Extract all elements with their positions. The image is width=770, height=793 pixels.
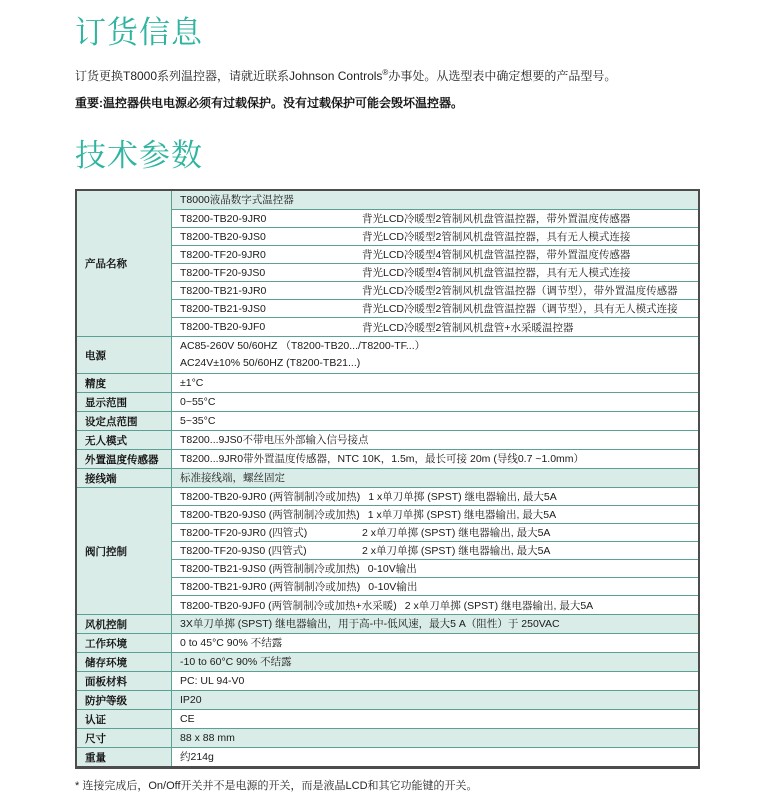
spec-value-cell: 5~35°C xyxy=(180,415,216,427)
spec-row xyxy=(172,653,698,671)
spec-label: 阀门控制 xyxy=(77,488,172,614)
spec-label: 显示范围 xyxy=(77,393,172,411)
spec-row xyxy=(172,318,698,336)
spec-label: 设定点范围 xyxy=(77,412,172,430)
spec-value-cell: CE xyxy=(180,713,195,725)
spec-desc-cell: 2 x单刀单掷 (SPST) 继电器输出, 最大5A xyxy=(362,527,551,539)
spec-row xyxy=(172,560,698,578)
spec-desc-cell: 背光LCD冷暖型2管制风机盘管温控器（调节型），带外置温度传感器 xyxy=(362,285,678,297)
spec-section xyxy=(77,450,698,469)
spec-section xyxy=(77,634,698,653)
spec-section xyxy=(77,393,698,412)
spec-desc-cell: 背光LCD冷暖型4管制风机盘管温控器，具有无人模式连接 xyxy=(362,267,631,279)
spec-row xyxy=(172,729,698,747)
spec-row xyxy=(172,246,698,264)
footnote: * 连接完成后，On/Off开关并不是电源的开关，而是液晶LCD和其它功能键的开关。 xyxy=(75,780,478,792)
spec-value-cell: 标准接线端，螺丝固定 xyxy=(180,472,285,484)
ordering-info-title: 订货信息 xyxy=(75,15,203,50)
spec-model-cell: T8200-TF20-9JS0 (四管式) xyxy=(180,545,307,557)
spec-label: 防护等级 xyxy=(77,691,172,709)
spec-model-cell: T8200-TF20-9JR0 (四管式) xyxy=(180,527,308,539)
spec-label: 产品名称 xyxy=(77,191,172,336)
spec-section xyxy=(77,431,698,450)
spec-row xyxy=(172,488,698,506)
spec-label: 电源 xyxy=(77,337,172,373)
spec-row xyxy=(172,672,698,690)
spec-row xyxy=(172,228,698,246)
spec-value-cell: 0~55°C xyxy=(180,396,216,408)
spec-desc-cell: 背光LCD冷暖型2管制风机盘管温控器，具有无人模式连接 xyxy=(362,231,631,243)
spec-row xyxy=(172,542,698,560)
spec-label: 储存环境 xyxy=(77,653,172,671)
spec-row xyxy=(172,300,698,318)
spec-section xyxy=(77,653,698,672)
spec-section xyxy=(77,374,698,393)
spec-desc-cell: 背光LCD冷暖型2管制风机盘管+水采暖温控器 xyxy=(362,321,574,334)
spec-row xyxy=(172,748,698,766)
spec-row xyxy=(172,615,698,633)
spec-model-cell: T8200-TF20-9JS0 xyxy=(180,266,266,279)
spec-model-cell: T8200-TB20-9JR0 (两管制制冷或加热) xyxy=(180,491,361,503)
important-note: 重要:温控器供电电源必须有过载保护。没有过载保护可能会毁坏温控器。 xyxy=(75,96,463,110)
spec-desc-cell: 0-10V输出 xyxy=(368,581,418,593)
spec-section xyxy=(77,191,698,337)
spec-section xyxy=(77,337,698,374)
spec-desc-cell: 背光LCD冷暖型4管制风机盘管温控器，带外置温度传感器 xyxy=(362,249,631,261)
spec-model-cell: T8200-TB21-9JS0 xyxy=(180,302,266,315)
spec-section xyxy=(77,469,698,488)
spec-model-cell: T8200-TF20-9JR0 xyxy=(180,248,266,261)
spec-row xyxy=(172,210,698,228)
spec-value-cell: PC: UL 94-V0 xyxy=(180,675,245,687)
spec-model-cell: T8200-TB21-9JR0 xyxy=(180,284,267,297)
spec-row xyxy=(172,578,698,596)
spec-value-cell: 3X单刀单掷 (SPST) 继电器输出，用于高-中-低风速，最大5 A（阻性）于 250VAC xyxy=(180,618,560,630)
spec-row xyxy=(172,412,698,430)
spec-value-cell: 约214g xyxy=(180,751,214,763)
spec-desc-cell: 0-10V输出 xyxy=(367,563,417,575)
spec-row xyxy=(172,264,698,282)
spec-row xyxy=(172,191,698,210)
spec-row xyxy=(172,282,698,300)
spec-row xyxy=(172,450,698,468)
ordering-intro-text-2: 办事处。从选型表中确定想要的产品型号。 xyxy=(388,69,617,83)
ordering-intro xyxy=(75,65,700,84)
spec-value-cell: AC85-260V 50/60HZ （T8200-TB20.../T8200-TF...） AC24V±10% 50/60HZ (T8200-TB21...) xyxy=(180,340,426,369)
specs-section xyxy=(75,137,700,793)
spec-model-cell: T8200-TB21-9JR0 (两管制制冷或加热) xyxy=(180,581,361,593)
spec-model-cell: T8200-TB20-9JS0 (两管制制冷或加热) xyxy=(180,509,360,521)
spec-row xyxy=(172,469,698,487)
spec-row xyxy=(172,393,698,411)
ordering-intro-text: 订货更换T8000系列温控器，请就近联系Johnson Controls xyxy=(75,69,383,83)
spec-row xyxy=(172,710,698,728)
spec-desc-cell: 2 x单刀单掷 (SPST) 继电器输出, 最大5A xyxy=(404,599,594,612)
spec-section xyxy=(77,615,698,634)
spec-model-cell: T8200-TB20-9JR0 xyxy=(180,212,267,225)
spec-row xyxy=(172,596,698,614)
spec-value-cell: 0 to 45°C 90% 不结露 xyxy=(180,637,283,649)
spec-desc-cell: 1 x单刀单掷 (SPST) 继电器输出, 最大5A xyxy=(368,491,557,503)
spec-label: 接线端 xyxy=(77,469,172,487)
registered-trademark-symbol: ® xyxy=(382,68,389,77)
spec-label: 面板材料 xyxy=(77,672,172,690)
spec-label: 工作环境 xyxy=(77,634,172,652)
spec-desc-cell: 背光LCD冷暖型2管制风机盘管温控器（调节型），具有无人模式连接 xyxy=(362,303,678,315)
spec-label: 外置温度传感器 xyxy=(77,450,172,468)
spec-value-cell: ±1°C xyxy=(180,377,204,389)
spec-desc-cell: 背光LCD冷暖型2管制风机盘管温控器，带外置温度传感器 xyxy=(362,213,631,225)
spec-section xyxy=(77,672,698,691)
spec-row xyxy=(172,634,698,652)
spec-label: 尺寸 xyxy=(77,729,172,747)
spec-model-cell: T8200-TB20-9JF0 (两管制制冷或加热+水采暖) xyxy=(180,599,397,612)
spec-table xyxy=(75,189,700,769)
spec-desc-cell: 1 x单刀单掷 (SPST) 继电器输出, 最大5A xyxy=(367,509,557,521)
spec-desc-cell: 2 x单刀单掷 (SPST) 继电器输出, 最大5A xyxy=(362,545,551,557)
spec-section xyxy=(77,710,698,729)
spec-label: 无人模式 xyxy=(77,431,172,449)
spec-model-cell: T8200-TB21-9JS0 (两管制制冷或加热) xyxy=(180,563,360,575)
spec-label: 风机控制 xyxy=(77,615,172,633)
spec-row xyxy=(172,337,698,373)
spec-section xyxy=(77,691,698,710)
spec-value-cell: T8000液晶数字式温控器 xyxy=(180,194,294,206)
spec-section xyxy=(77,488,698,615)
spec-row xyxy=(172,374,698,392)
spec-label: 重量 xyxy=(77,748,172,766)
spec-section xyxy=(77,412,698,431)
spec-row xyxy=(172,431,698,449)
specs-title: 技术参数 xyxy=(75,138,203,173)
spec-value-cell: -10 to 60°C 90% 不结露 xyxy=(180,656,292,668)
spec-label: 认证 xyxy=(77,710,172,728)
spec-model-cell: T8200-TB20-9JS0 xyxy=(180,230,266,243)
spec-section xyxy=(77,748,698,766)
spec-value-cell: IP20 xyxy=(180,694,202,706)
spec-label: 精度 xyxy=(77,374,172,392)
spec-row xyxy=(172,506,698,524)
spec-value-cell: T8200...9JR0带外置温度传感器，NTC 10K，1.5m，最长可接 20m (导线0.7 ~1.0mm） xyxy=(180,453,585,465)
spec-value-cell: T8200...9JS0不带电压外部输入信号接点 xyxy=(180,434,369,446)
spec-section xyxy=(77,729,698,748)
spec-row xyxy=(172,524,698,542)
spec-value-cell: 88 x 88 mm xyxy=(180,732,235,744)
spec-model-cell: T8200-TB20-9JF0 xyxy=(180,321,266,333)
spec-row xyxy=(172,691,698,709)
